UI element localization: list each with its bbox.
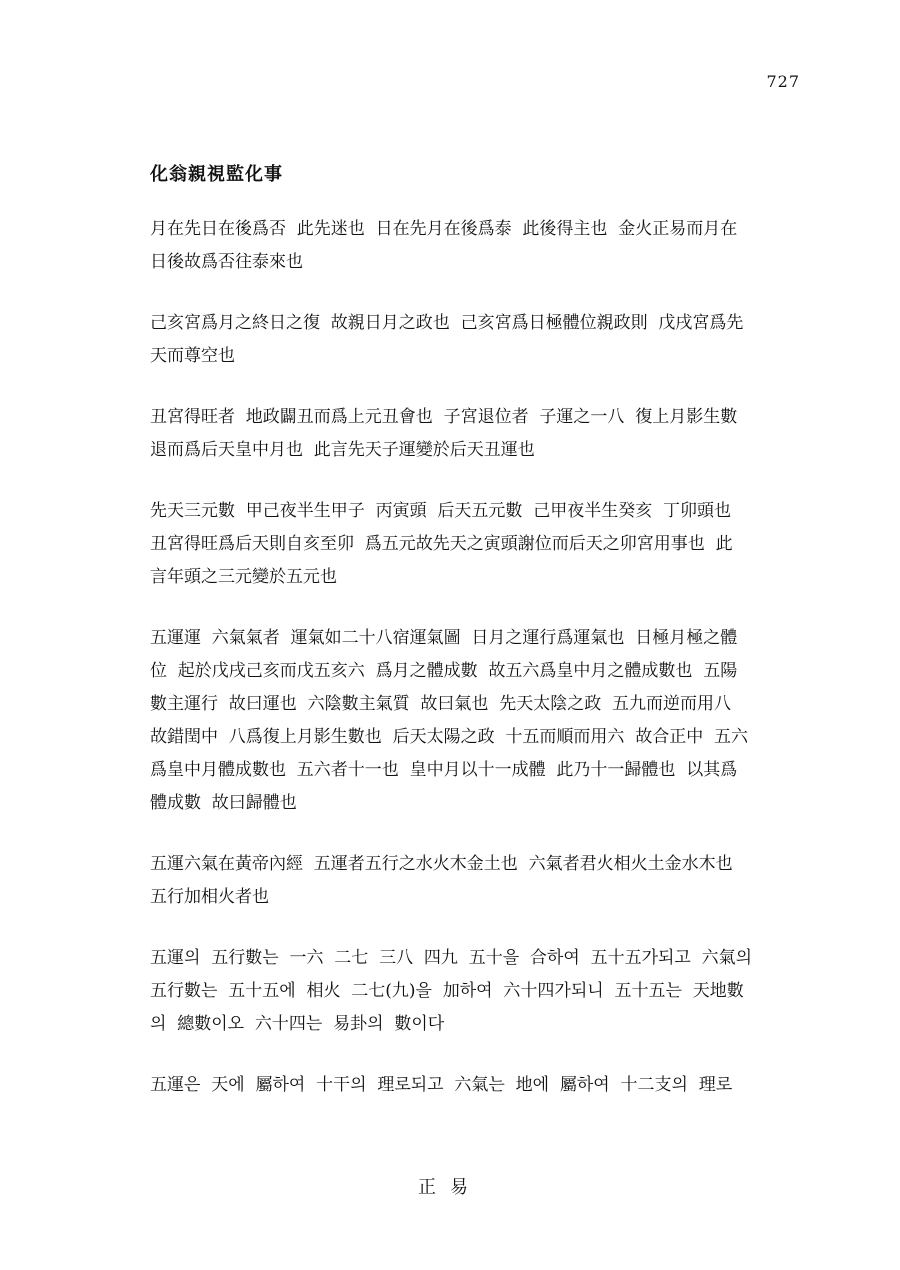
section-heading: 化翁親視監化事: [150, 164, 283, 185]
paragraph-8: 五運은 天에 屬하여 十干의 理로되고 六氣는 地에 屬하여 十二支의 理로: [150, 1075, 733, 1095]
paragraph-3: 丑宮得旺者 地政闢丑而爲上元丑會也 子宮退位者 子運之一八 復上月影生數 退而爲后天皇中月也 此言先天子運變於后天丑運也: [150, 407, 738, 460]
body-text: [150, 213, 805, 1130]
paragraph-6: 五運六氣在黃帝內經 五運者五行之水火木金土也 六氣者君火相火土金水木也 五行加相火者也: [150, 854, 733, 907]
page-number: 727: [766, 72, 800, 91]
page-footer: 正易: [418, 1177, 482, 1198]
paragraph-4: 先天三元數 甲己夜半生甲子 丙寅頭 后天五元數 己甲夜半生癸亥 丁卯頭也 丑宮得旺爲后天則自亥至卯 爲五元故先天之寅頭謝位而后天之卯宮用事也 此 言年頭之三元變於五元也: [150, 501, 733, 587]
paragraph-1: 月在先日在後爲否 此先迷也 日在先月在後爲泰 此後得主也 金火正易而月在 日後故爲否往泰來也: [150, 219, 738, 272]
paragraph-2: 己亥宮爲月之終日之復 故親日月之政也 己亥宮爲日極體位親政則 戊戌宮爲先 天而尊空也: [150, 313, 744, 366]
paragraph-5: 五運運 六氣氣者 運氣如二十八宿運氣圖 日月之運行爲運氣也 日極月極之體 位 起於戊戌己亥而戊五亥六 爲月之體成數 故五六爲皇中月之體成數也 五陽 數主運行 故曰運也 六陰數主氣質 故曰氣也 先天太陰之政 五九而逆而用八 故錯閏中 八爲復上月影生數也 后天太陽之政 十五而順而用六 故合正中 五六 爲皇中月體成數也 五六者十一也 皇中月以十一成體 此乃十一歸體也 以其爲 體成數 故曰歸體也: [150, 628, 749, 813]
paragraph-7: 五運의 五行數는 一六 二七 三八 四九 五十을 合하여 五十五가되고 六氣의 五行數는 五十五에 相火 二七(九)을 加하여 六十四가되니 五十五는 天地數 의 總數이오 六十四는 易卦의 數이다: [150, 948, 753, 1034]
